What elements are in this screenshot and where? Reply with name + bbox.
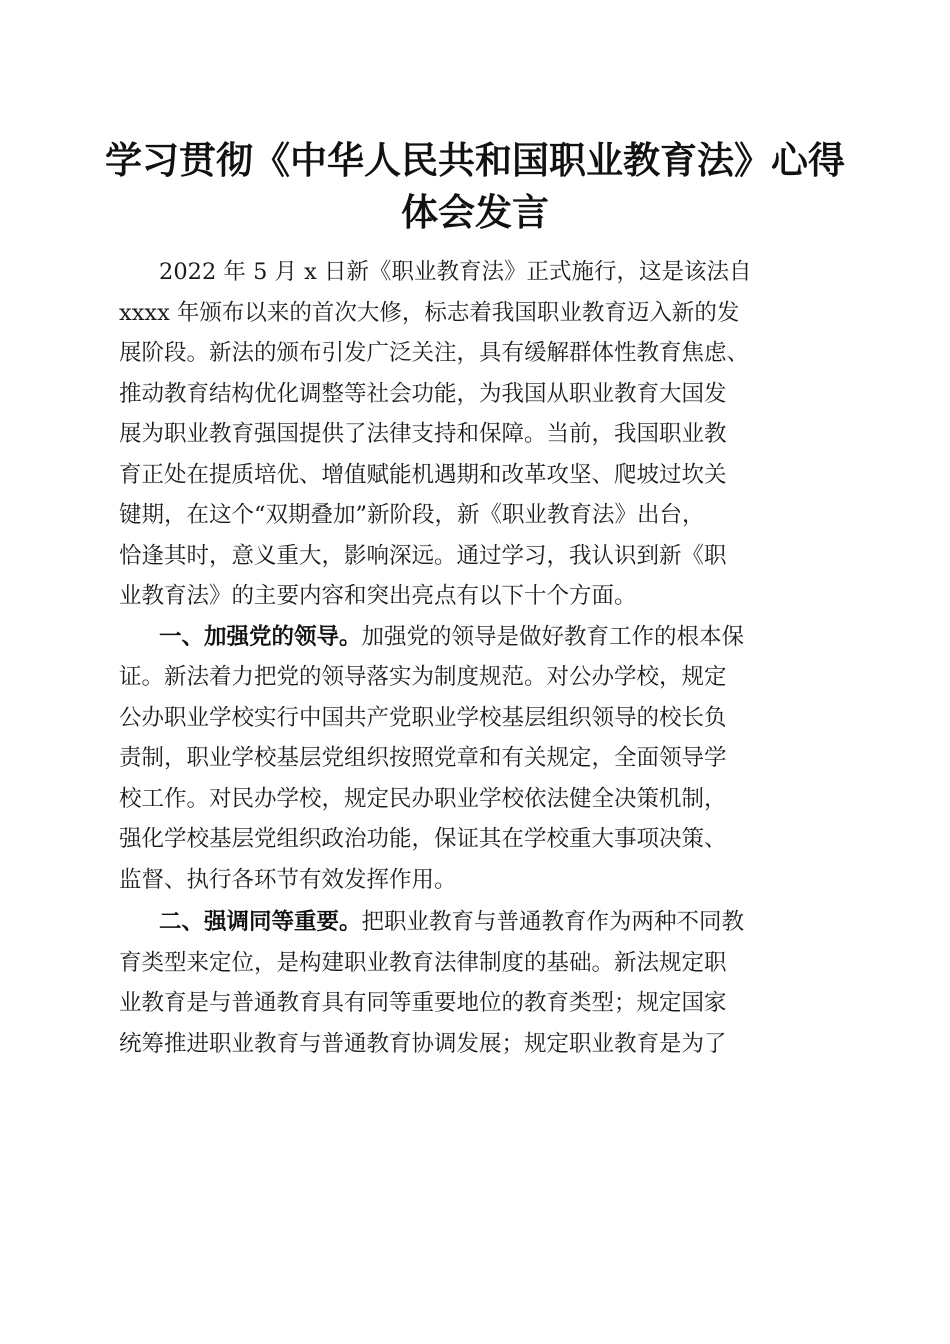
document-title <box>100 134 850 238</box>
intro-line: 恰逢其时，意义重大，影响深远。通过学习，我认识到新《职 <box>119 542 727 569</box>
section-2-line: 统筹推进职业教育与普通教育协调发展；规定职业教育是为了 <box>119 1030 727 1057</box>
intro-paragraph <box>119 252 834 617</box>
intro-line: 键期，在这个“双期叠加”新阶段，新《职业教育法》出台， <box>119 502 705 528</box>
intro-line: xxxx 年颁布以来的首次大修，标志着我国职业教育迈入新的发 <box>119 299 740 326</box>
section-1-line: 证。新法着力把党的领导落实为制度规范。对公办学校，规定 <box>119 664 727 690</box>
section-2-first-line <box>119 902 834 943</box>
section-1-line: 公办职业学校实行中国共产党职业学校基层组织领导的校长负 <box>119 704 727 731</box>
intro-line: 展阶段。新法的颁布引发广泛关注，具有缓解群体性教育焦虑、 <box>119 340 750 366</box>
intro-line: 业教育法》的主要内容和突出亮点有以下十个方面。 <box>119 583 637 609</box>
section-1-first-line <box>119 617 834 658</box>
section-1-line: 监督、执行各环节有效发挥作用。 <box>119 866 457 893</box>
section-1-paragraph <box>119 617 834 901</box>
title-line-2: 体会发言 <box>401 190 549 234</box>
section-2-first-line-text: 把职业教育与普通教育作为两种不同教 <box>361 909 745 935</box>
document-body <box>119 252 834 1064</box>
section-2-line: 业教育是与普通教育具有同等重要地位的教育类型；规定国家 <box>119 990 727 1016</box>
section-1-heading: 一、加强党的领导。 <box>159 623 362 650</box>
intro-line: 展为职业教育强国提供了法律支持和保障。当前，我国职业教 <box>119 421 727 447</box>
section-1-line: 强化学校基层党组织政治功能，保证其在学校重大事项决策、 <box>119 826 727 852</box>
intro-line: 2022 年 5 月 x 日新《职业教育法》正式施行，这是该法自 <box>159 259 752 285</box>
section-1-line: 校工作。对民办学校，规定民办职业学校依法健全决策机制， <box>119 785 727 812</box>
section-2-line: 育类型来定位，是构建职业教育法律制度的基础。新法规定职 <box>119 949 727 976</box>
section-2-paragraph <box>119 902 834 1064</box>
intro-line: 推动教育结构优化调整等社会功能，为我国从职业教育大国发 <box>119 380 727 407</box>
section-1-line: 责制，职业学校基层党组织按照党章和有关规定，全面领导学 <box>119 745 727 771</box>
section-2-heading: 二、强调同等重要。 <box>159 909 362 935</box>
section-1-first-line-text: 加强党的领导是做好教育工作的根本保 <box>361 623 745 650</box>
intro-line: 育正处在提质培优、增值赋能机遇期和改革攻坚、爬坡过坎关 <box>119 461 727 488</box>
title-line-1: 学习贯彻《中华人民共和国职业教育法》心得 <box>105 138 845 182</box>
